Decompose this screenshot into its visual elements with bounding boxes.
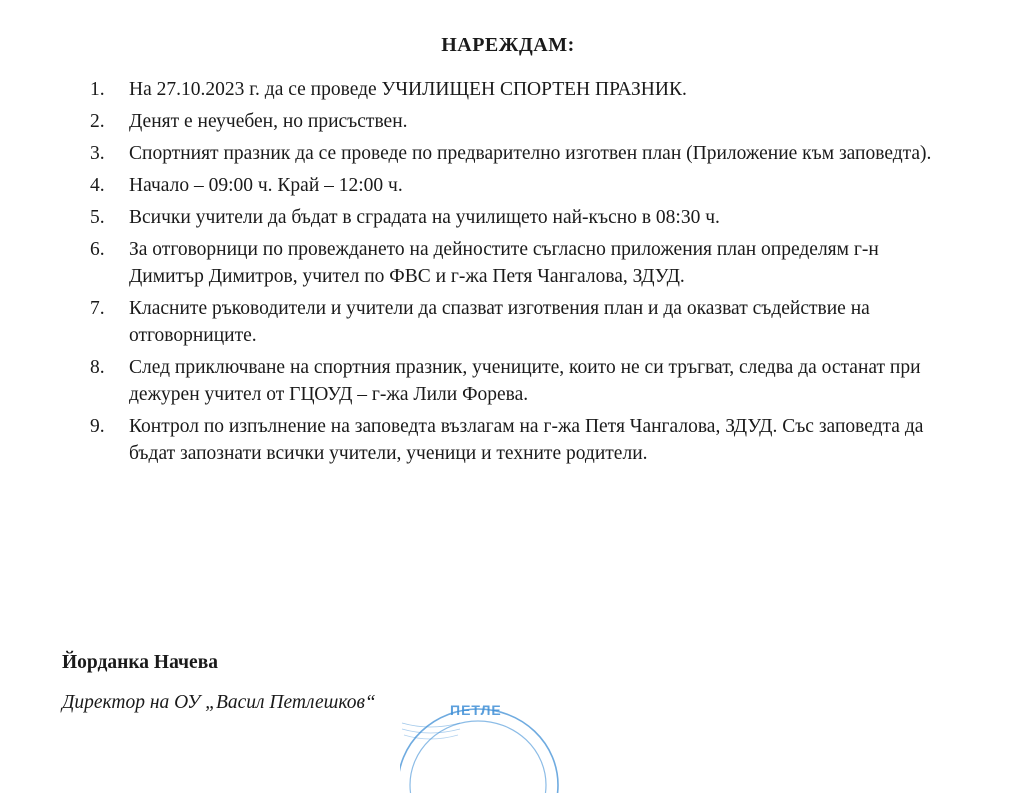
order-item <box>90 204 950 231</box>
order-item-number: 4. <box>90 175 105 196</box>
order-item <box>90 172 950 199</box>
order-item-number: 1. <box>90 79 105 100</box>
order-item-text: Спортният празник да се проведе по предварително изготвен план (Приложение към заповедта). <box>129 143 932 164</box>
order-heading <box>0 34 1024 57</box>
order-item <box>90 108 950 135</box>
order-item <box>90 236 950 290</box>
order-item-number: 5. <box>90 207 105 228</box>
order-item-number: 8. <box>90 357 105 378</box>
order-item-number: 7. <box>90 298 105 319</box>
order-item-text: За отговорници по провеждането на дейностите съгласно приложения план определям г-н Димитър Димитров, учител по ФВС и г-жа Петя Чангалова, ЗДУД. <box>129 239 879 287</box>
order-item-text: Класните ръководители и учители да спазват изготвения план и да оказват съдействие на отговорниците. <box>129 298 870 346</box>
signer-name: Йорданка Начева <box>62 652 218 673</box>
order-item <box>90 140 950 167</box>
order-item-text: Денят е неучебен, но присъствен. <box>129 111 408 132</box>
stamp-inner-ring <box>410 721 546 793</box>
order-item <box>90 295 950 349</box>
order-item-number: 2. <box>90 111 105 132</box>
stamp-wave-line <box>404 735 458 739</box>
order-item-text: Контрол по изпълнение на заповедта възлагам на г-жа Петя Чангалова, ЗДУД. Със заповедта да бъдат запознати всички учители, ученици и техните родители. <box>129 416 924 464</box>
order-item-text: Всички учители да бъдат в сградата на училището най-късно в 08:30 ч. <box>129 207 720 228</box>
order-item-number: 6. <box>90 239 105 260</box>
stamp-text: ПЕТЛЕ <box>450 702 502 718</box>
stamp-outer-ring <box>400 709 558 793</box>
order-item-text: На 27.10.2023 г. да се проведе УЧИЛИЩЕН СПОРТЕН ПРАЗНИК. <box>129 79 687 100</box>
stamp-wave-line <box>402 723 460 727</box>
order-item-text: Начало – 09:00 ч. Край – 12:00 ч. <box>129 175 403 196</box>
order-item <box>90 354 950 408</box>
order-heading-text: НАРЕЖДАМ: <box>441 34 575 56</box>
order-item <box>90 76 950 103</box>
signature-block <box>62 650 662 716</box>
order-items-list <box>90 76 950 472</box>
order-item-number: 9. <box>90 416 105 437</box>
order-item-text: След приключване на спортния празник, учениците, които не си тръгват, следва да останат при дежурен учител от ГЦОУД – г-жа Лили Форева. <box>129 357 921 405</box>
order-item-number: 3. <box>90 143 105 164</box>
stamp-wave-line <box>402 729 460 733</box>
signer-title: Директор на ОУ „Васил Петлешков“ <box>62 692 376 713</box>
order-item <box>90 413 950 467</box>
